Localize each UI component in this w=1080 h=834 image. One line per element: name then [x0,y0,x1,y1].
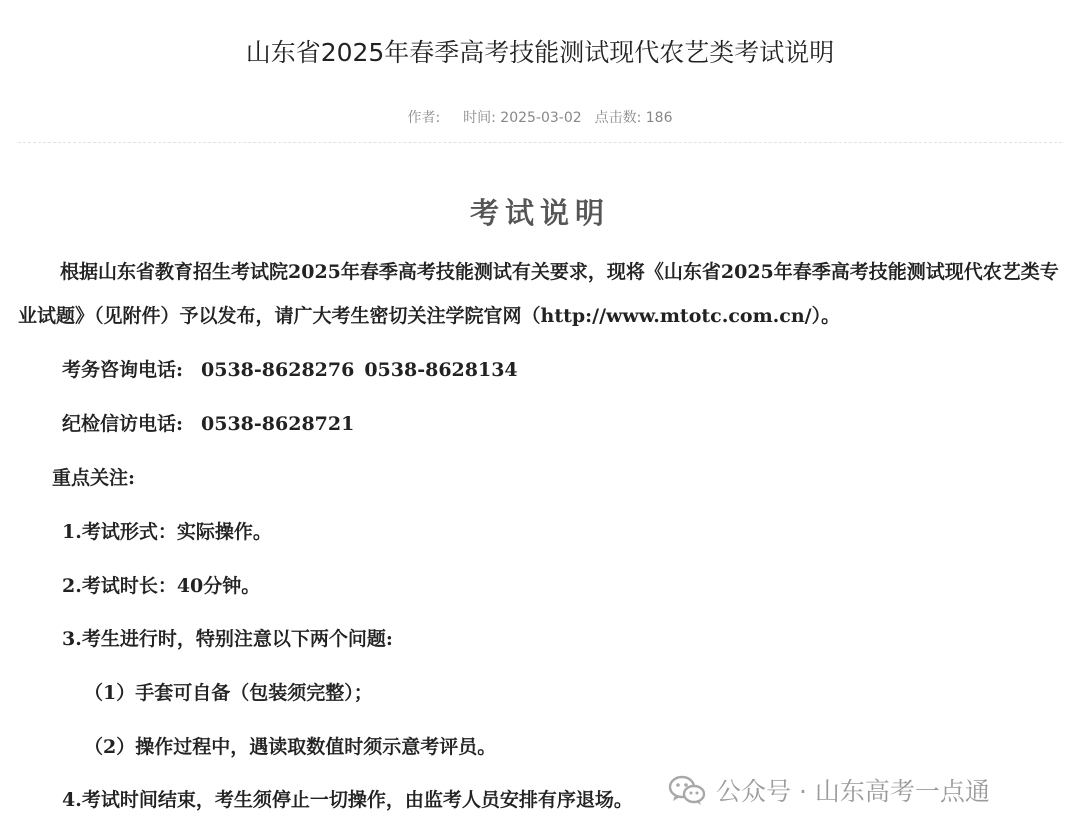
consult-phone-label: 考务咨询电话: [62,359,184,381]
article-title: 山东省2025年春季高考技能测试现代农艺类考试说明 [245,38,835,67]
list-subitem: （2）操作过程中，遇读取数值时须示意考评员。 [84,736,497,758]
time-value: 2025-03-02 [500,110,582,126]
author-label: 作者: [407,110,441,126]
discipline-phone: 0538-8628721 [201,413,355,435]
watermark-text: 公众号 · 山东高考一点通 [716,777,990,806]
time-label: 时间: [463,110,496,126]
clicks-label: 点击数: [594,110,642,126]
consult-phone-line [62,355,518,385]
article-meta [0,107,1080,129]
list-item: 4.考试时间结束，考生须停止一切操作，由监考人员安排有序退场。 [62,789,633,811]
focus-label: 重点关注: [52,467,136,489]
clicks-value: 186 [645,110,673,126]
intro-paragraph [18,250,1062,338]
consult-phone-1: 0538-8628276 [201,359,355,381]
wechat-icon [668,774,706,806]
watermark [668,770,990,810]
list-item: 2.考试时长：40分钟。 [62,575,261,597]
discipline-phone-label: 纪检信访电话: [62,413,184,435]
intro-text: 根据山东省教育招生考试院2025年春季高考技能测试有关要求，现将《山东省2025年春季高考技能测试现代农艺类专业试题》（见附件）予以发布，请广大考生密切关注学院官网（http://www.mtotc.com.cn/）。 [18,261,1059,327]
list-subitem: （1）手套可自备（包装须完整）； [84,682,373,704]
discipline-phone-line [62,409,354,439]
section-heading: 考试说明 [469,196,610,230]
list-item: 3.考生进行时，特别注意以下两个问题: [62,628,393,650]
consult-phone-2: 0538-8628134 [364,359,518,381]
list-item: 1.考试形式：实际操作。 [62,521,272,543]
meta-divider [18,142,1062,143]
